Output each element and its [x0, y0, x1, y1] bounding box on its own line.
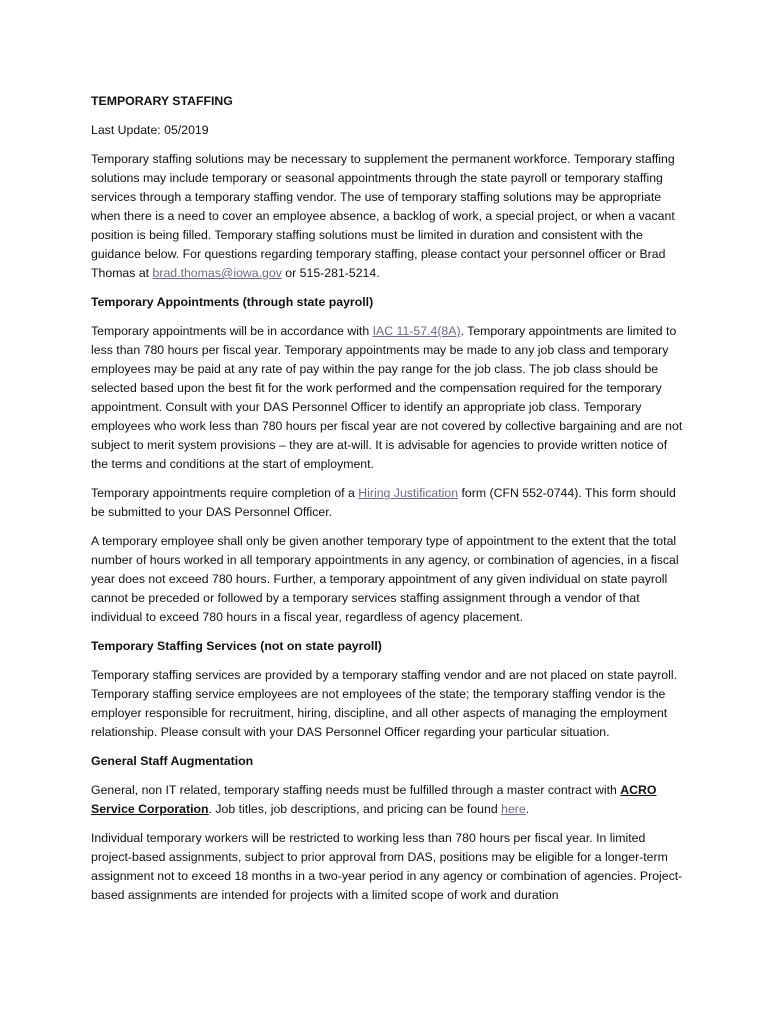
- iac-link[interactable]: IAC 11-57.4(8A): [372, 324, 461, 338]
- section-heading-temporary-staffing-services: Temporary Staffing Services (not on state payroll): [91, 639, 382, 653]
- section-heading-temporary-appointments: Temporary Appointments (through state payroll): [91, 295, 374, 309]
- temporary-staffing-services-paragraph: Temporary staffing services are provided by a temporary staffing vendor and are not placed on state payroll. Temporary staffing service employees are not employees of the state; the temporary staffing vendor is the employer responsible for recruitment, hiring, discipline, and all other aspects of managing the employment relationship. Please consult with your DAS Personnel Officer regarding your particular situation.: [91, 668, 678, 739]
- paragraph-text: Temporary appointments will be in accordance with: [91, 324, 373, 338]
- page-title: TEMPORARY STAFFING: [91, 94, 233, 108]
- temporary-appointments-paragraph-2: [91, 484, 684, 522]
- general-staff-augmentation-paragraph-2: Individual temporary workers will be restricted to working less than 780 hours per fiscal year. In limited project-based assignments, subject to prior approval from DAS, positions may be eligible for a longer-term assignment not to exceed 18 months in a two-year period in any agency or combination of agencies. Project-based assignments are intended for projects with a limited scope of work and duration: [91, 831, 683, 902]
- email-link[interactable]: brad.thomas@iowa.gov: [152, 266, 282, 280]
- paragraph-text: Temporary appointments require completion of a: [91, 486, 359, 500]
- intro-text-2: or 515-281-5214.: [281, 266, 380, 280]
- intro-text-1: Temporary staffing solutions may be necessary to supplement the permanent workforce. Temporary staffing solutions may include temporary or seasonal appointments through the state payroll or temporary staffing services through a temporary staffing vendor. The use of temporary staffing solutions may be appropriate when there is a need to cover an employee absence, a backlog of work, a special project, or when a vacant position is being filled. Temporary staffing solutions must be limited in duration and consistent with the guidance below. For questions regarding temporary staffing, please contact your personnel officer or Brad Thomas at: [91, 152, 675, 280]
- paragraph-text: form (CFN 552-0744). This form should be submitted to your DAS Personnel Officer.: [91, 486, 676, 519]
- section-heading-general-staff-augmentation: General Staff Augmentation: [91, 754, 254, 768]
- temporary-appointments-paragraph-3: A temporary employee shall only be given another temporary type of appointment to the extent that the total number of hours worked in all temporary appointments in any agency, or combination of agencies, in a fiscal year does not exceed 780 hours. Further, a temporary appointment of any given individual on state payroll cannot be preceded or followed by a temporary services staffing assignment through a vendor of that individual to exceed 780 hours in a fiscal year, regardless of agency placement.: [91, 534, 679, 624]
- intro-paragraph: [91, 150, 684, 283]
- last-update: Last Update: 05/2019: [91, 123, 209, 137]
- paragraph-text: General, non IT related, temporary staffing needs must be fulfilled through a master contract with: [91, 783, 621, 797]
- paragraph-text: . Temporary appointments are limited to less than 780 hours per fiscal year. Temporary appointments may be made to any job class and temporary employees may be paid at any rate of pay within the pay range for the job class. The job class should be selected based upon the best fit for the work performed and the compensation required for the temporary appointment. Consult with your DAS Personnel Officer to identify an appropriate job class. Temporary employees who work less than 780 hours per fiscal year are not covered by collective bargaining and are not subject to merit system provisions – they are at-will. It is advisable for agencies to provide written notice of the terms and conditions at the start of employment.: [91, 324, 683, 471]
- here-link[interactable]: here: [501, 802, 526, 816]
- paragraph-text: . Job titles, job descriptions, and pricing can be found: [208, 802, 502, 816]
- acro-service-corporation-link[interactable]: ACRO Service Corporation: [91, 783, 657, 816]
- temporary-appointments-paragraph-1: [91, 322, 684, 474]
- hiring-justification-link[interactable]: Hiring Justification: [358, 486, 459, 500]
- general-staff-augmentation-paragraph-1: [91, 781, 684, 819]
- paragraph-text: .: [525, 802, 530, 816]
